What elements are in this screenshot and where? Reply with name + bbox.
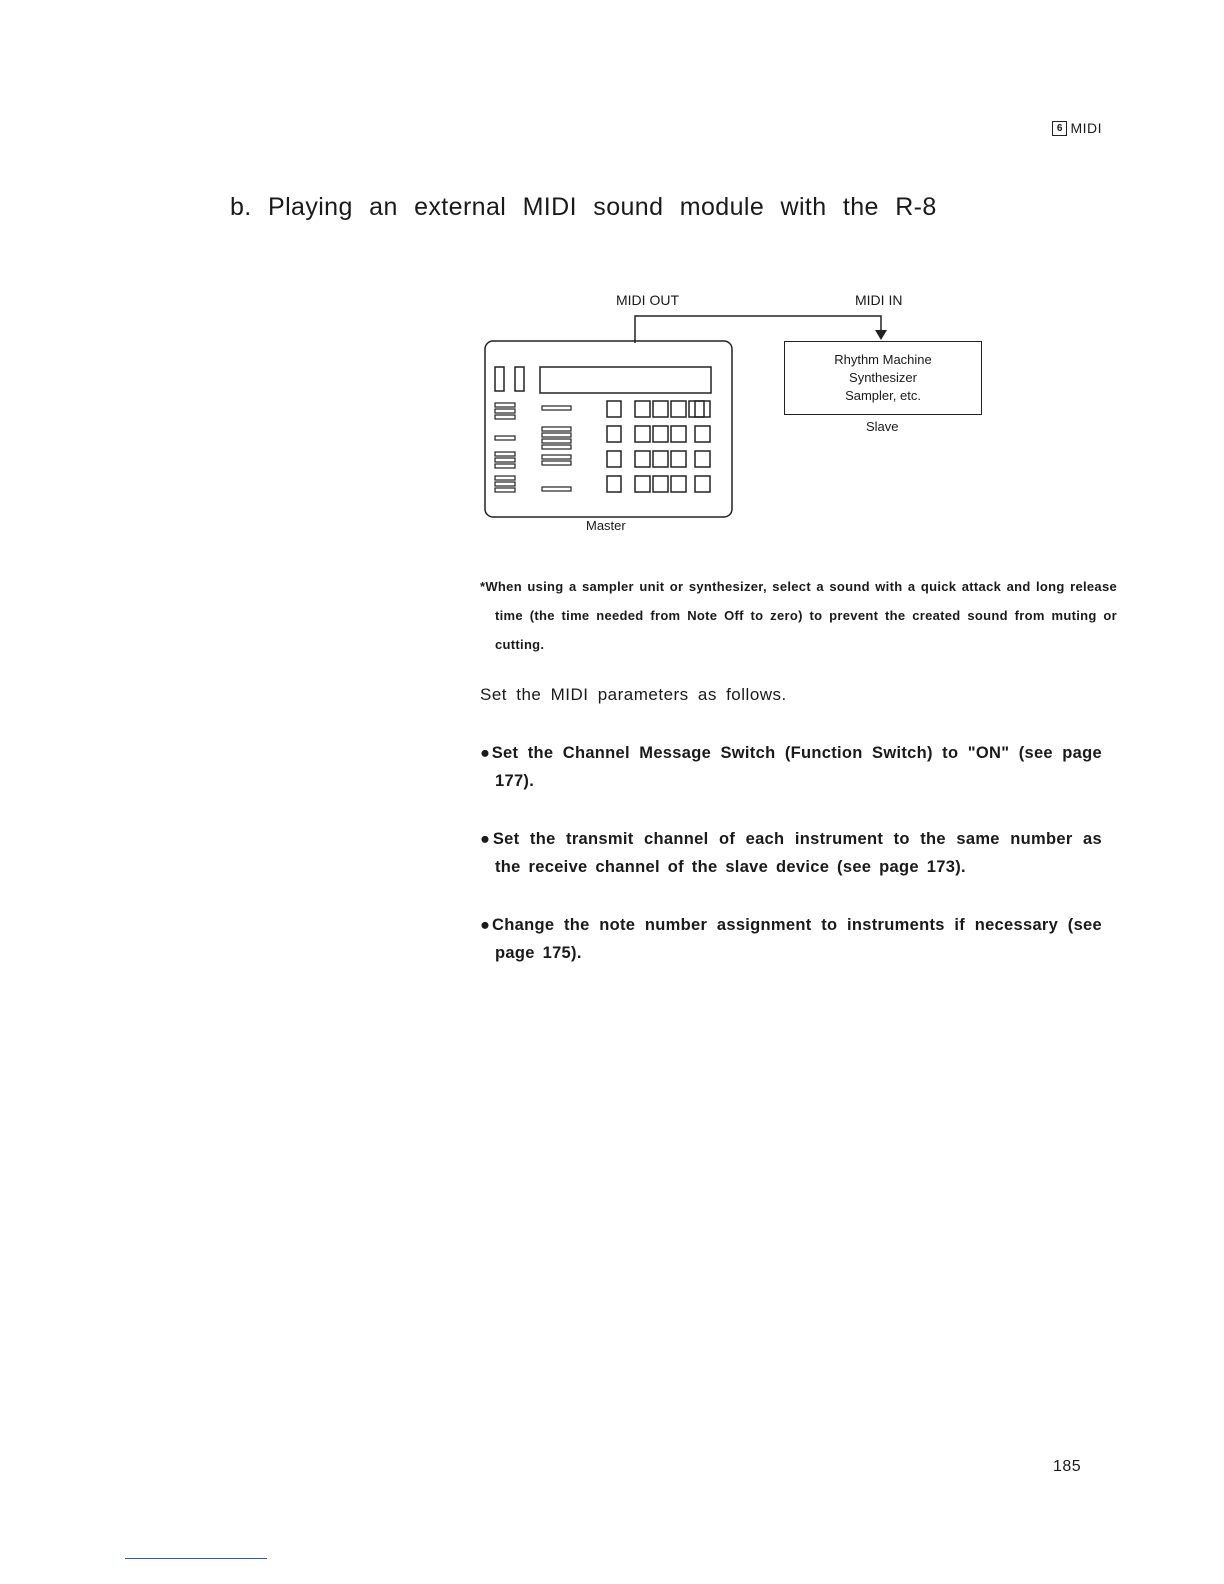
master-label: Master — [586, 518, 626, 533]
list-item: ●Set the transmit channel of each instrument to the same number as the receive channel of the slave device (see page 173). — [480, 830, 1102, 876]
slave-device-box — [784, 341, 982, 415]
slave-label: Slave — [866, 419, 899, 434]
master-pads — [607, 401, 710, 492]
slave-line: Rhythm Machine — [834, 352, 932, 367]
chapter-number-badge: 6 — [1052, 121, 1067, 136]
parameter-list — [480, 740, 1102, 998]
footer-rule — [125, 1558, 267, 1559]
midi-cable-line — [635, 316, 881, 343]
list-item: ●Change the note number assignment to instruments if necessary (see page 175). — [480, 916, 1102, 962]
midi-out-label: MIDI OUT — [616, 292, 679, 308]
midi-in-arrow — [875, 330, 887, 340]
intro-text: Set the MIDI parameters as follows. — [480, 685, 787, 704]
midi-connection-diagram — [470, 285, 1010, 545]
section-name: MIDI — [1070, 120, 1102, 136]
midi-in-label: MIDI IN — [855, 292, 903, 308]
sampler-note: *When using a sampler unit or synthesizer, select a sound with a quick attack and long release time (the time needed from Note Off to zero) to prevent the created sound from muting or cutting. — [480, 579, 1117, 652]
section-title: b. Playing an external MIDI sound module with the R-8 — [230, 193, 937, 221]
diagram-drawing — [470, 285, 1010, 545]
slave-line: Sampler, etc. — [845, 388, 921, 403]
list-item: ●Set the Channel Message Switch (Function Switch) to "ON" (see page 177). — [480, 744, 1102, 790]
page-header — [1052, 120, 1102, 136]
master-sliders — [495, 403, 571, 492]
page-number: 185 — [1053, 1458, 1082, 1475]
slave-line: Synthesizer — [849, 370, 917, 385]
